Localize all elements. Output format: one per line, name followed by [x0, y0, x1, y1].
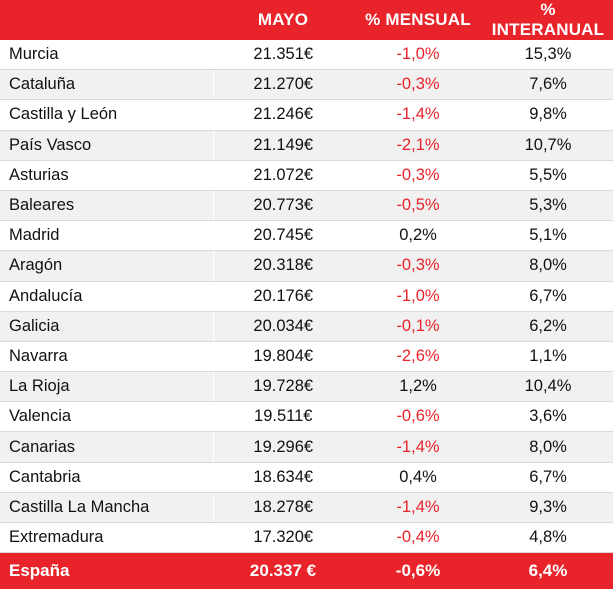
cell-interanual: 5,1%	[483, 221, 613, 251]
cell-mensual: 1,2%	[353, 372, 483, 402]
cell-region: Valencia	[0, 402, 213, 432]
cell-region: Madrid	[0, 221, 213, 251]
cell-region: Castilla La Mancha	[0, 492, 213, 522]
column-header-interanual: % INTERANUAL	[483, 0, 613, 40]
cell-mayo: 19.728€	[213, 372, 353, 402]
cell-interanual: 6,7%	[483, 281, 613, 311]
cell-mensual: -0,3%	[353, 70, 483, 100]
table-row	[0, 251, 613, 281]
total-mensual: -0,6%	[353, 553, 483, 589]
cell-region: Cataluña	[0, 70, 213, 100]
cell-mensual: -0,3%	[353, 251, 483, 281]
cell-mensual: -2,6%	[353, 341, 483, 371]
cell-region: Cantabria	[0, 462, 213, 492]
total-interanual: 6,4%	[483, 553, 613, 589]
cell-mensual: 0,4%	[353, 462, 483, 492]
table-row	[0, 190, 613, 220]
column-header-mensual: % MENSUAL	[353, 0, 483, 40]
total-mayo: 20.337 €	[213, 553, 353, 589]
cell-interanual: 9,8%	[483, 100, 613, 130]
table-row	[0, 523, 613, 553]
cell-interanual: 5,3%	[483, 190, 613, 220]
cell-region: País Vasco	[0, 130, 213, 160]
table-header	[0, 0, 613, 40]
cell-interanual: 15,3%	[483, 40, 613, 70]
cell-mayo: 21.072€	[213, 160, 353, 190]
table-footer	[0, 553, 613, 589]
cell-region: Castilla y León	[0, 100, 213, 130]
cell-mayo: 21.246€	[213, 100, 353, 130]
cell-mensual: -1,4%	[353, 432, 483, 462]
cell-mayo: 18.278€	[213, 492, 353, 522]
cell-region: Baleares	[0, 190, 213, 220]
column-header-mayo: MAYO	[213, 0, 353, 40]
cell-region: Asturias	[0, 160, 213, 190]
cell-mensual: -1,0%	[353, 40, 483, 70]
cell-mayo: 18.634€	[213, 462, 353, 492]
cell-mayo: 20.176€	[213, 281, 353, 311]
cell-mensual: -0,6%	[353, 402, 483, 432]
table-body	[0, 40, 613, 553]
cell-interanual: 4,8%	[483, 523, 613, 553]
cell-interanual: 6,7%	[483, 462, 613, 492]
table-row	[0, 281, 613, 311]
table-row	[0, 341, 613, 371]
cell-interanual: 5,5%	[483, 160, 613, 190]
table-row	[0, 40, 613, 70]
cell-mayo: 19.296€	[213, 432, 353, 462]
cell-region: La Rioja	[0, 372, 213, 402]
table-row	[0, 100, 613, 130]
cell-region: Andalucía	[0, 281, 213, 311]
cell-mayo: 21.149€	[213, 130, 353, 160]
table-row	[0, 492, 613, 522]
cell-region: Galicia	[0, 311, 213, 341]
cell-mensual: -0,1%	[353, 311, 483, 341]
cell-interanual: 8,0%	[483, 432, 613, 462]
cell-region: Extremadura	[0, 523, 213, 553]
cell-mayo: 21.351€	[213, 40, 353, 70]
table-row	[0, 462, 613, 492]
cell-interanual: 8,0%	[483, 251, 613, 281]
cell-mayo: 19.511€	[213, 402, 353, 432]
table-row	[0, 221, 613, 251]
cell-mensual: -1,4%	[353, 492, 483, 522]
table-row	[0, 70, 613, 100]
cell-interanual: 9,3%	[483, 492, 613, 522]
cell-region: Canarias	[0, 432, 213, 462]
column-header-region	[0, 0, 213, 40]
cell-mayo: 20.745€	[213, 221, 353, 251]
total-row	[0, 553, 613, 589]
table-row	[0, 311, 613, 341]
cell-region: Navarra	[0, 341, 213, 371]
total-label: España	[0, 553, 213, 589]
table-row	[0, 432, 613, 462]
cell-mayo: 19.804€	[213, 341, 353, 371]
cell-interanual: 1,1%	[483, 341, 613, 371]
cell-mayo: 17.320€	[213, 523, 353, 553]
header-row	[0, 0, 613, 40]
cell-mensual: -0,5%	[353, 190, 483, 220]
table-row	[0, 372, 613, 402]
cell-interanual: 10,7%	[483, 130, 613, 160]
cell-mayo: 20.034€	[213, 311, 353, 341]
cell-mensual: 0,2%	[353, 221, 483, 251]
cell-mensual: -1,4%	[353, 100, 483, 130]
table-row	[0, 402, 613, 432]
cell-mensual: -0,4%	[353, 523, 483, 553]
cell-mayo: 21.270€	[213, 70, 353, 100]
cell-interanual: 7,6%	[483, 70, 613, 100]
cell-mensual: -1,0%	[353, 281, 483, 311]
cell-mayo: 20.318€	[213, 251, 353, 281]
cell-region: Aragón	[0, 251, 213, 281]
table-row	[0, 130, 613, 160]
cell-mayo: 20.773€	[213, 190, 353, 220]
cell-region: Murcia	[0, 40, 213, 70]
table-row	[0, 160, 613, 190]
cell-mensual: -2,1%	[353, 130, 483, 160]
cell-mensual: -0,3%	[353, 160, 483, 190]
cell-interanual: 3,6%	[483, 402, 613, 432]
cell-interanual: 6,2%	[483, 311, 613, 341]
cell-interanual: 10,4%	[483, 372, 613, 402]
